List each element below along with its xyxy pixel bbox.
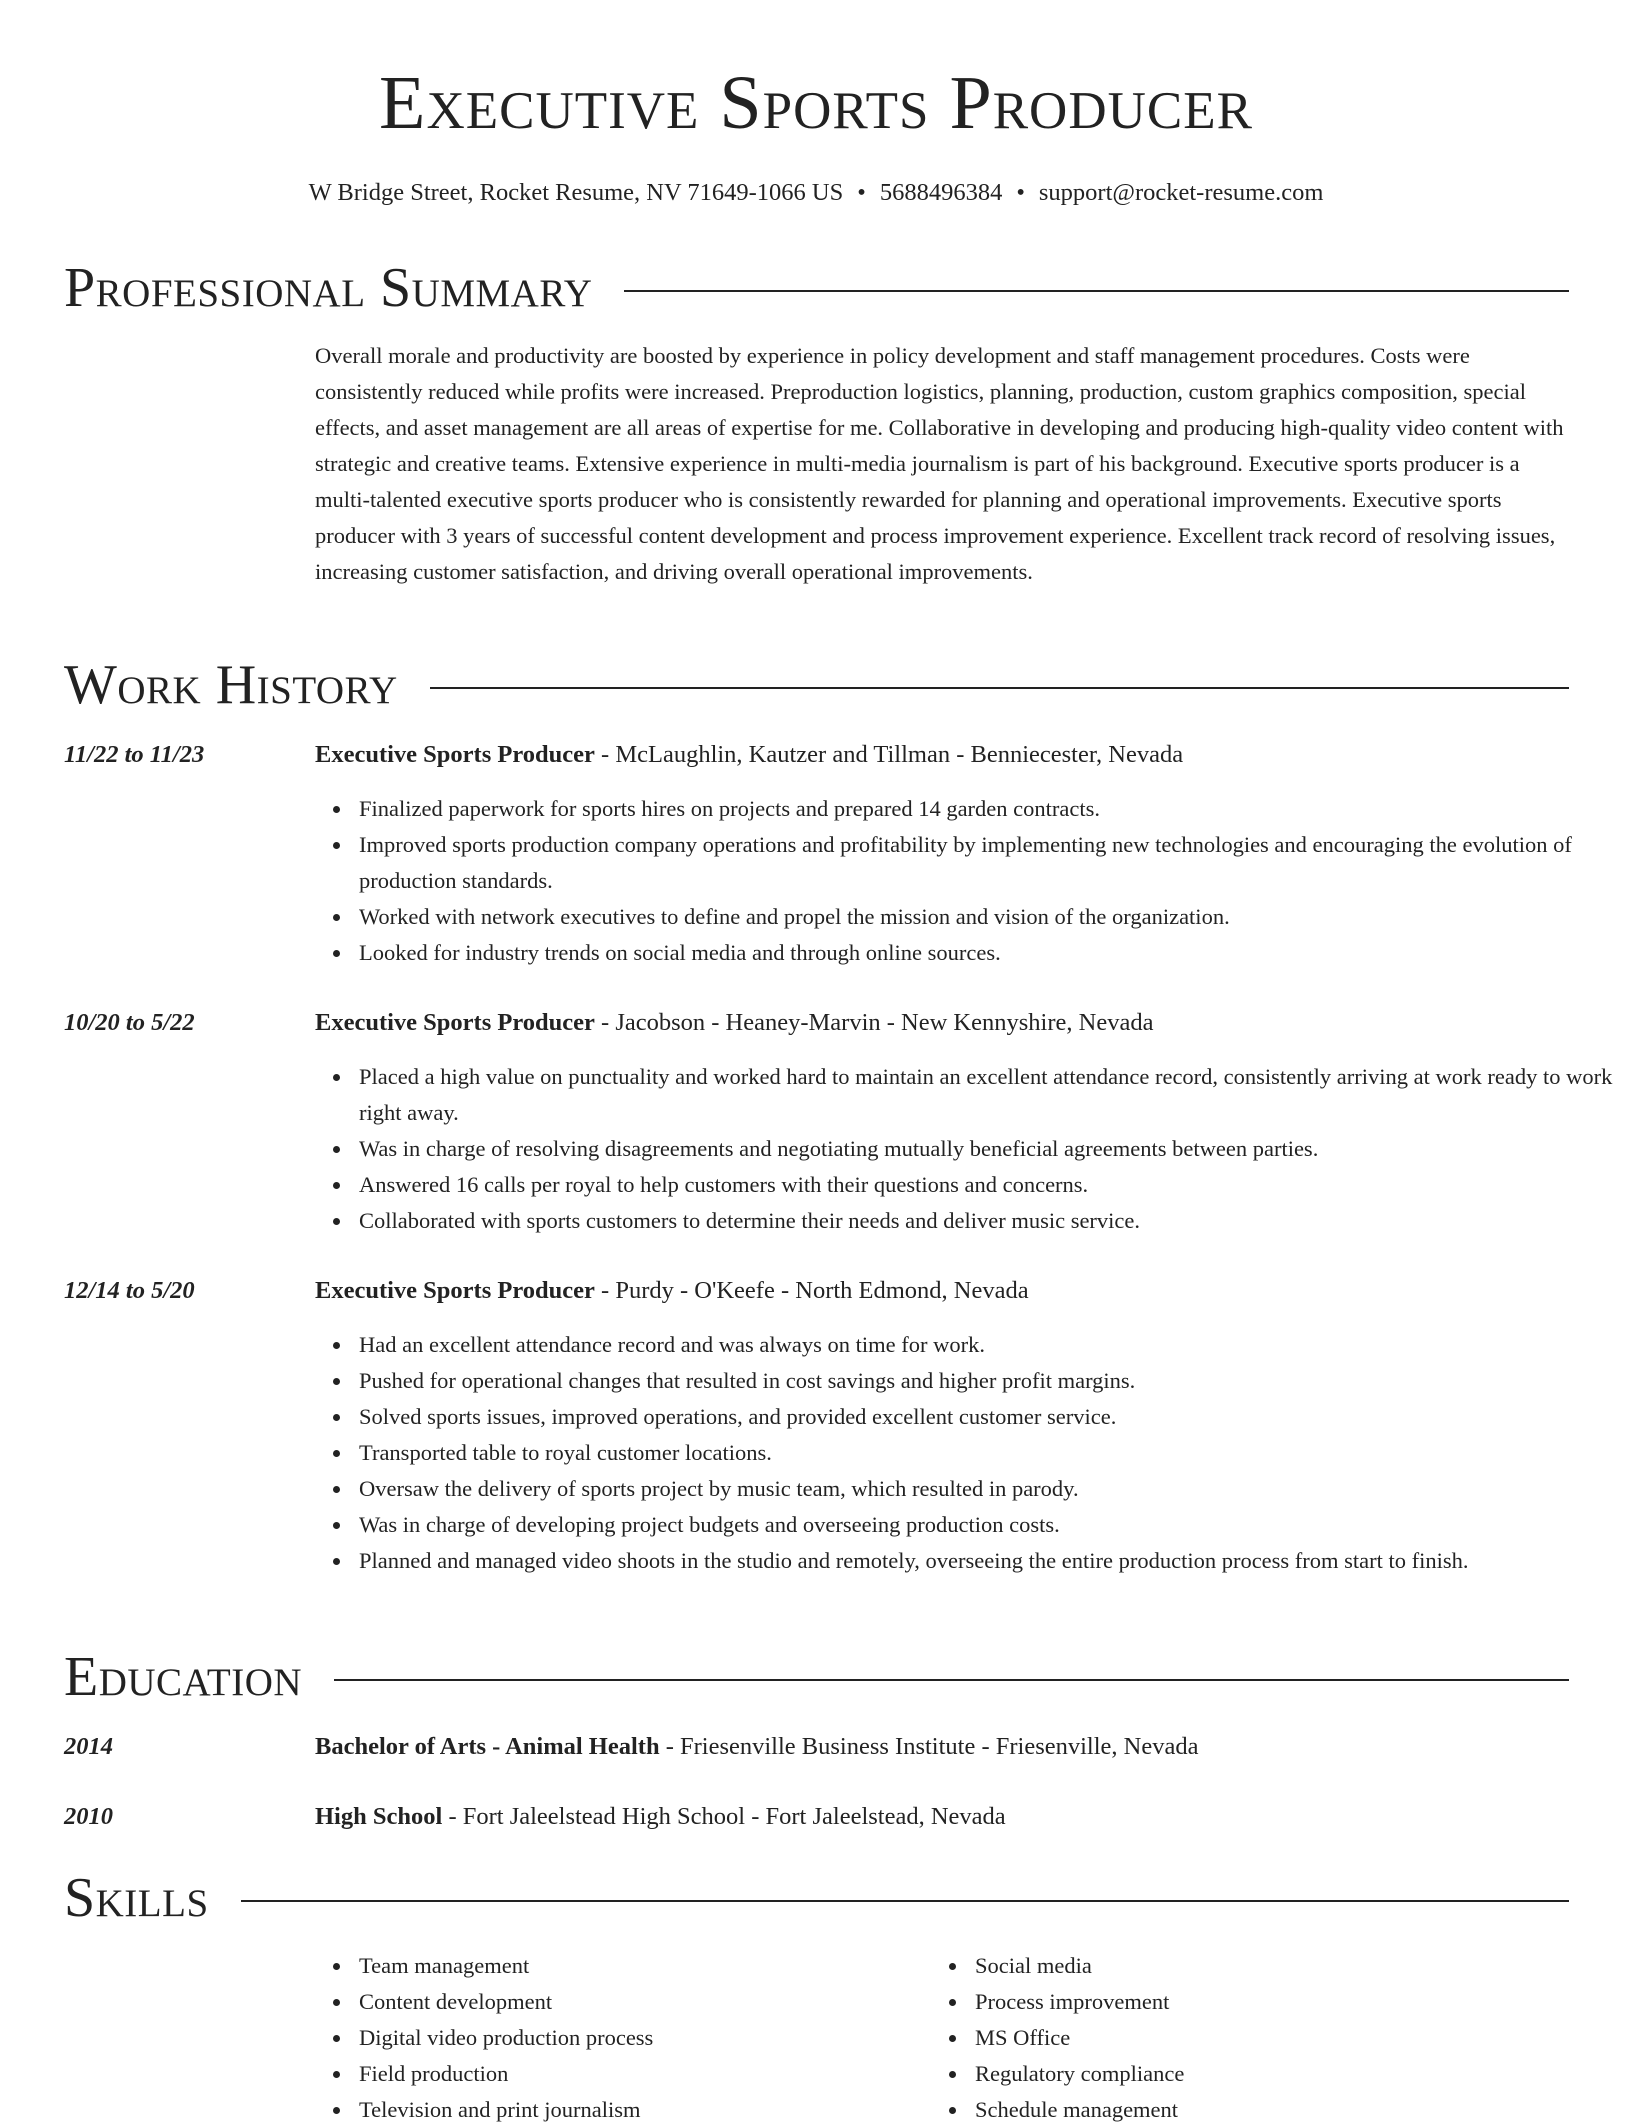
job-bullet: Answered 16 calls per royal to help customers with their questions and concerns. — [359, 1167, 1613, 1203]
job-bullets — [315, 1327, 1613, 1579]
job-bullet: Finalized paperwork for sports hires on projects and prepared 14 garden contracts. — [359, 791, 1613, 827]
education-heading — [315, 1799, 1569, 1835]
job-heading — [315, 1005, 1569, 1041]
section-header-skills — [64, 1866, 1569, 1930]
candidate-name: Executive Sports Producer — [379, 61, 1253, 145]
job-details: - Purdy - O'Keefe - North Edmond, Nevada — [594, 1277, 1029, 1304]
job-bullet: Improved sports production company operations and profitability by implementing new technologies and encouraging the evolution of production standards. — [359, 827, 1613, 899]
job-bullet: Was in charge of developing project budgets and overseeing production costs. — [359, 1507, 1613, 1543]
contact-phone: 5688496384 — [879, 179, 1003, 206]
skill-item: Social media — [975, 1948, 1535, 1984]
skill-item: Field production — [359, 2056, 919, 2092]
education-entry — [64, 1729, 1569, 1765]
section-header-summary — [64, 256, 1569, 320]
job-bullet: Had an excellent attendance record and was always on time for work. — [359, 1327, 1613, 1363]
job-bullet: Oversaw the delivery of sports project by music team, which resulted in parody. — [359, 1471, 1613, 1507]
contact-line — [0, 176, 1632, 210]
section-title: Professional Summary — [64, 257, 593, 319]
skill-item: MS Office — [975, 2020, 1535, 2056]
job-details: - McLaughlin, Kautzer and Tillman - Benniecester, Nevada — [594, 741, 1184, 768]
education-entry — [64, 1799, 1569, 1835]
job-bullet: Worked with network executives to define and propel the mission and vision of the organization. — [359, 899, 1613, 935]
contact-separator: • — [1016, 179, 1025, 206]
job-bullet: Planned and managed video shoots in the studio and remotely, overseeing the entire production process from start to finish. — [359, 1543, 1613, 1579]
skill-item: Schedule management — [975, 2092, 1535, 2128]
education-year: 2010 — [64, 1803, 113, 1830]
skill-item: Content development — [359, 1984, 919, 2020]
contact-address: W Bridge Street, Rocket Resume, NV 71649-1066 US — [308, 179, 844, 206]
education-year: 2014 — [64, 1733, 113, 1760]
education-details: - Friesenville Business Institute - Friesenville, Nevada — [659, 1733, 1199, 1760]
section-divider — [334, 1679, 1569, 1681]
job-details: - Jacobson - Heaney-Marvin - New Kennyshire, Nevada — [594, 1009, 1154, 1036]
job-bullet: Looked for industry trends on social media and through online sources. — [359, 935, 1613, 971]
job-bullet: Collaborated with sports customers to determine their needs and deliver music service. — [359, 1203, 1613, 1239]
job-dates: 12/14 to 5/20 — [64, 1277, 195, 1304]
section-divider — [624, 290, 1569, 292]
section-divider — [241, 1900, 1569, 1902]
job-bullet: Pushed for operational changes that resulted in cost savings and higher profit margins. — [359, 1363, 1613, 1399]
job-title: Executive Sports Producer — [315, 1009, 595, 1036]
job-bullets — [315, 1059, 1613, 1239]
skills-list-left — [315, 1948, 919, 2128]
education-details: - Fort Jaleelstead High School - Fort Jaleelstead, Nevada — [442, 1803, 1006, 1830]
job-heading — [315, 1273, 1569, 1309]
skill-item: Team management — [359, 1948, 919, 1984]
section-title: Work History — [64, 654, 398, 716]
job-bullet: Transported table to royal customer locations. — [359, 1435, 1613, 1471]
job-dates: 11/22 to 11/23 — [64, 741, 205, 768]
section-divider — [430, 687, 1569, 689]
skill-item: Regulatory compliance — [975, 2056, 1535, 2092]
job-bullet: Was in charge of resolving disagreements and negotiating mutually beneficial agreements between parties. — [359, 1131, 1613, 1167]
education-heading — [315, 1729, 1569, 1765]
job-dates: 10/20 to 5/22 — [64, 1009, 195, 1036]
job-bullet: Placed a high value on punctuality and worked hard to maintain an excellent attendance record, consistently arriving at work ready to work right away. — [359, 1059, 1613, 1131]
skills-list-right — [931, 1948, 1535, 2128]
job-title: Executive Sports Producer — [315, 1277, 595, 1304]
skill-item: Television and print journalism — [359, 2092, 919, 2128]
job-bullet: Solved sports issues, improved operations, and provided excellent customer service. — [359, 1399, 1613, 1435]
skill-item: Process improvement — [975, 1984, 1535, 2020]
summary-text: Overall morale and productivity are boosted by experience in policy development and staff management procedures. Costs were consistently reduced while profits were increased. Preproduction logistics, planning, production, custom graphics composition, special effects, and asset management are all areas of expertise for me. Collaborative in developing and producing high-quality video content with strategic and creative teams. Extensive experience in multi-media journalism is part of his background. Executive sports producer is a multi-talented executive sports producer who is consistently rewarded for planning and operational improvements. Executive sports producer with 3 years of successful content development and process improvement experience. Excellent track record of resolving issues, increasing customer satisfaction, and driving overall operational improvements. — [315, 343, 1564, 584]
contact-email: support@rocket-resume.com — [1038, 179, 1324, 206]
section-header-education — [64, 1645, 1569, 1709]
section-title: Skills — [64, 1867, 209, 1929]
job-bullets — [315, 791, 1613, 971]
section-header-work-history — [64, 653, 1569, 717]
education-degree: High School — [315, 1803, 443, 1830]
section-title: Education — [64, 1646, 303, 1708]
education-degree: Bachelor of Arts - Animal Health — [315, 1733, 660, 1760]
job-heading — [315, 737, 1569, 773]
skill-item: Digital video production process — [359, 2020, 919, 2056]
job-title: Executive Sports Producer — [315, 741, 595, 768]
contact-separator: • — [857, 179, 866, 206]
